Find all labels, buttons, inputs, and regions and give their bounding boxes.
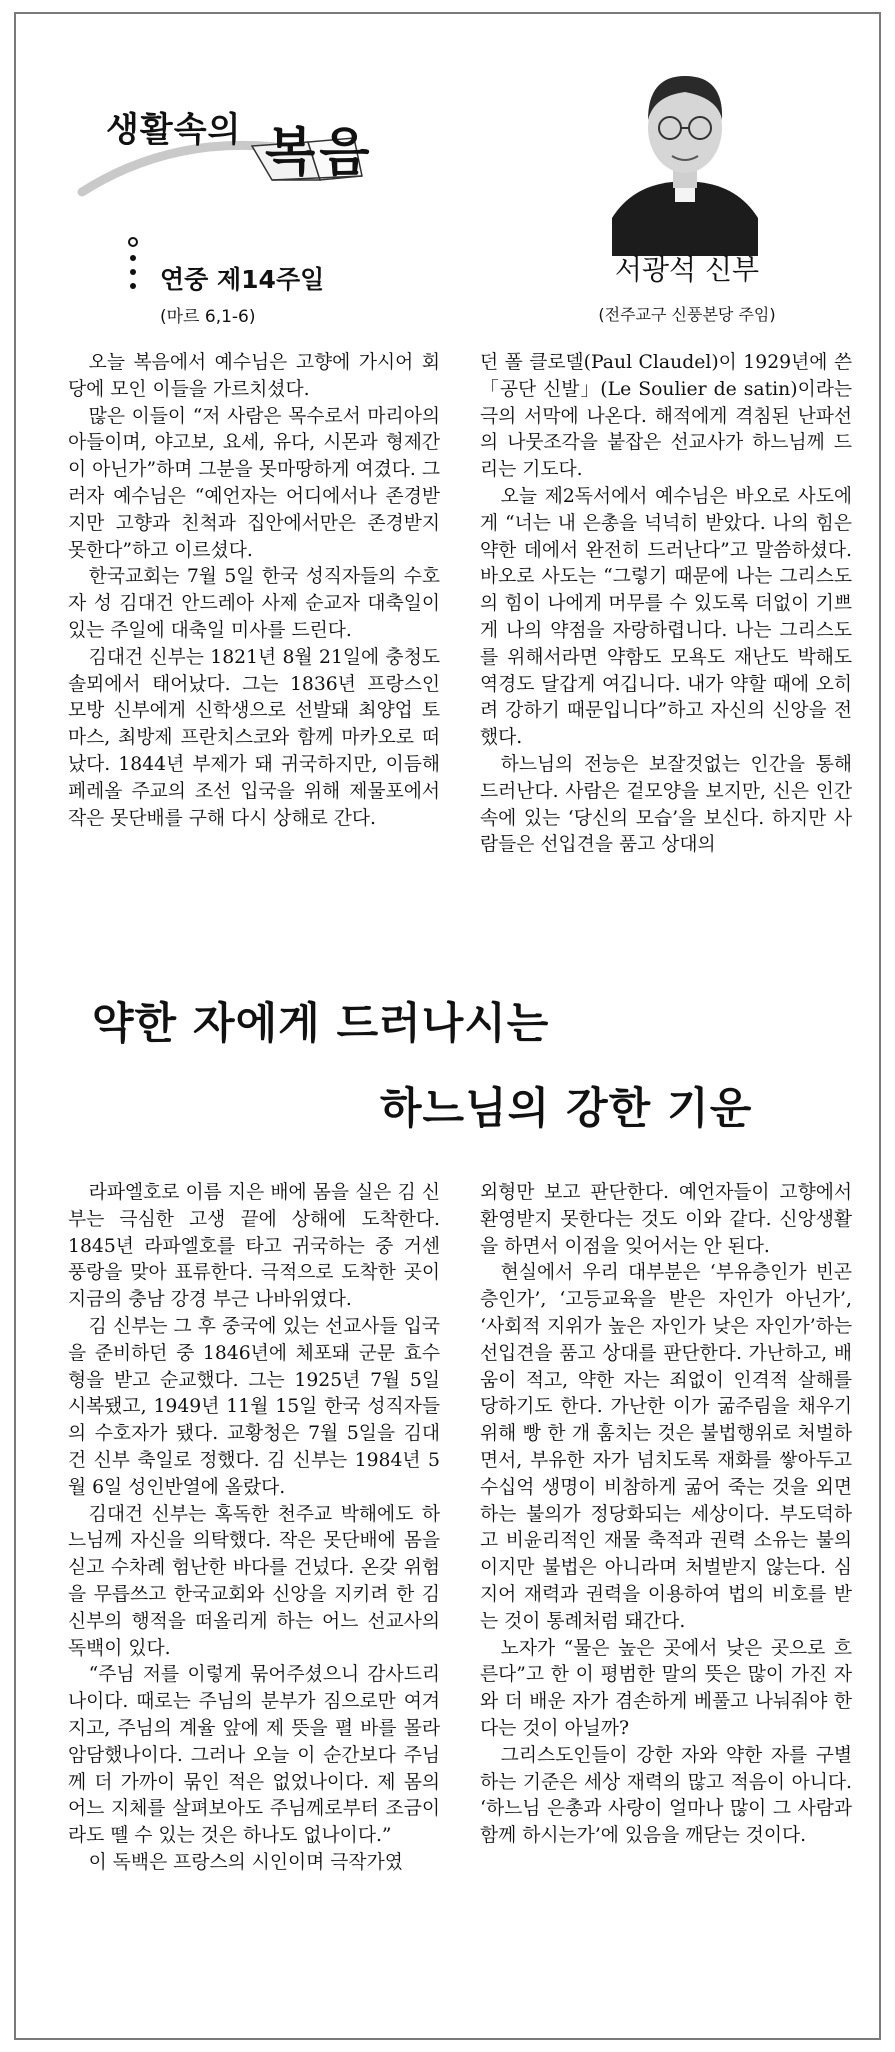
paragraph: 하느님의 전능은 보잘것없는 인간을 통해 드러난다. 사람은 겉모양을 보지만, 신은 인간 속에 있는 ‘당신의 모습’을 보신다. 하지만 사람들은 선입견을 품고 상대의 xyxy=(480,753,852,856)
headline-line-1: 약한 자에게 드러나시는 xyxy=(92,999,550,1049)
dots-icon xyxy=(122,236,144,298)
paragraph: 김대건 신부는 혹독한 천주교 박해에도 하느님께 자신을 의탁했다. 작은 못단배에 몸을 싣고 수차례 험난한 바다를 건넜다. 온갖 위험을 무릅쓰고 한국교회와 신앙을 지키려 한 김 신부의 행적을 떠올리게 하는 어느 선교사의 독백이 있다. xyxy=(68,1503,440,1659)
paragraph: 많은 이들이 “저 사람은 목수로서 마리아의 아들이며, 야고보, 요세, 유다, 시몬과 형제간이 아닌가”하며 그분을 못마땅하게 여겼다. 그러자 예수님은 “예언자는 어디에서나 존경받지만 고향과 친척과 집안에서만은 존경받지 못한다”하고 이르셨다. xyxy=(68,405,440,561)
sunday-title: 연중 제14주일 xyxy=(160,265,325,294)
headline-line-2: 하느님의 강한 기운 xyxy=(380,1084,753,1134)
author-name: 서광석 신부 xyxy=(614,253,760,286)
column-logo xyxy=(72,92,432,202)
logo-text-gospel: 복음 xyxy=(265,123,374,183)
paragraph: 노자가 “물은 높은 곳에서 낮은 곳으로 흐른다”고 한 이 평범한 말의 뜻은 많이 가진 자와 더 배운 자가 겸손하게 베풀고 나눠줘야 한다는 것이 아닐까? xyxy=(480,1637,852,1739)
column-bottom-left xyxy=(68,1180,440,1877)
paragraph: 외형만 보고 판단한다. 예언자들이 고향에서 환영받지 못한다는 것도 이와 같다. 신앙생활을 하면서 이점을 잊어서는 안 된다. xyxy=(480,1182,852,1257)
column-top-left xyxy=(68,350,440,832)
paragraph: 오늘 복음에서 예수님은 고향에 가시어 회당에 모인 이들을 가르치셨다. xyxy=(68,352,440,400)
column-top-right xyxy=(480,350,852,859)
paragraph: 이 독백은 프랑스의 시인이며 극작가였 xyxy=(88,1851,403,1873)
paragraph: 라파엘호로 이름 지은 배에 몸을 실은 김 신부는 극심한 고생 끝에 상해에 도착한다. 1845년 라파엘호를 타고 귀국하는 중 거센 풍랑을 맞아 표류한다. 극적으로 도착한 곳이 지금의 충남 강경 부근 나바위였다. xyxy=(68,1182,440,1311)
column-bottom-right xyxy=(480,1180,852,1850)
paragraph: 그리스도인들이 강한 자와 약한 자를 구별하는 기준은 세상 재력의 많고 적음이 아니다. ‘하느님 은총과 사랑이 얼마나 많이 그 사람과 함께 하시는가’에 있음을 깨닫는 것이다. xyxy=(480,1744,852,1847)
paragraph: “주님 저를 이렇게 묶어주셨으니 감사드리나이다. 때로는 주님의 분부가 짐으로만 여겨지고, 주님의 계율 앞에 제 뜻을 펼 바를 몰라 암담했나이다. 그러나 오늘 이 순간보다 주님께 더 가까이 묶인 적은 없었나이다. 제 몸의 어느 지체를 살펴보아도 주님께로부터 조금이라도 뗄 수 있는 것은 하나도 없나이다.” xyxy=(68,1664,440,1847)
paragraph: 한국교회는 7월 5일 한국 성직자들의 수호자 성 김대건 안드레아 사제 순교자 대축일이 있는 주일에 대축일 미사를 드린다. xyxy=(68,566,440,641)
portrait-photo xyxy=(612,58,758,256)
paragraph: 오늘 제2독서에서 예수님은 바오로 사도에게 “너는 내 은총을 넉넉히 받았다. 나의 힘은 약한 데에서 완전히 드러난다”고 말씀하셨다. 바오로 사도는 “그렇기 때문에 나는 그리스도의 힘이 나에게 머무를 수 있도록 더없이 기쁘게 나의 약점을 자랑하렵니다. 나는 그리스도를 위해서라면 약함도 모욕도 재난도 박해도 역경도 달갑게 여깁니다. 내가 약할 때에 오히려 강하기 때문입니다”하고 자신의 신앙을 전했다. xyxy=(480,485,852,749)
paragraph: 현실에서 우리 대부분은 ‘부유층인가 빈곤층인가’, ‘고등교육을 받은 자인가 아닌가’, ‘사회적 지위가 높은 자인가 낮은 자인가’하는 선입견을 품고 상대를 판단한다. 가난하고, 배움이 적고, 약한 자는 죄없이 인격적 살해를 당하기도 한다. 가난한 이가 굶주림을 채우기 위해 빵 한 개 훔치는 것은 불법행위로 처벌하면서, 부유한 자가 넘치도록 재화를 쌓아두고 수십억 생명이 비참하게 굶어 죽는 것을 외면하는 불의가 정당화되는 세상이다. 부도덕하고 비윤리적인 재물 축적과 권력 소유는 불의이지만 불법은 아니라며 처벌받지 않는다. 심지어 재력과 권력을 이용하여 법의 비호를 받는 것이 통례처럼 돼간다. xyxy=(480,1262,852,1632)
scripture-reference: (마르 6,1-6) xyxy=(160,307,256,327)
logo-text-life: 생활속의 xyxy=(106,110,242,150)
paragraph: 던 폴 클로델(Paul Claudel)이 1929년에 쓴 「공단 신발」(Le Soulier de satin)이라는 극의 서막에 나온다. 해적에게 격침된 난파선의 나뭇조각을 붙잡은 선교사가 하느님께 드리는 기도다. xyxy=(480,352,852,481)
paragraph: 김대건 신부는 1821년 8월 21일에 충청도 솔뫼에서 태어났다. 그는 1836년 프랑스인 모방 신부에게 신학생으로 선발돼 최양업 토마스, 최방제 프란치스코와 함께 마카오로 떠났다. 1844년 부제가 돼 귀국하지만, 이듬해 페레올 주교의 조선 입국을 위해 제물포에서 작은 못단배를 구해 다시 상해로 간다. xyxy=(68,646,440,829)
author-role: (전주교구 신풍본당 주임) xyxy=(598,305,776,324)
paragraph: 김 신부는 그 후 중국에 있는 선교사들 입국을 준비하던 중 1846년에 체포돼 군문 효수형을 받고 순교했다. 그는 1925년 7월 5일 시복됐고, 1949년 11월 15일 한국 성직자들의 수호자가 됐다. 교황청은 7월 5일을 김대건 신부 축일로 정했다. 김 신부는 1984년 5월 6일 성인반열에 올랐다. xyxy=(68,1315,440,1498)
